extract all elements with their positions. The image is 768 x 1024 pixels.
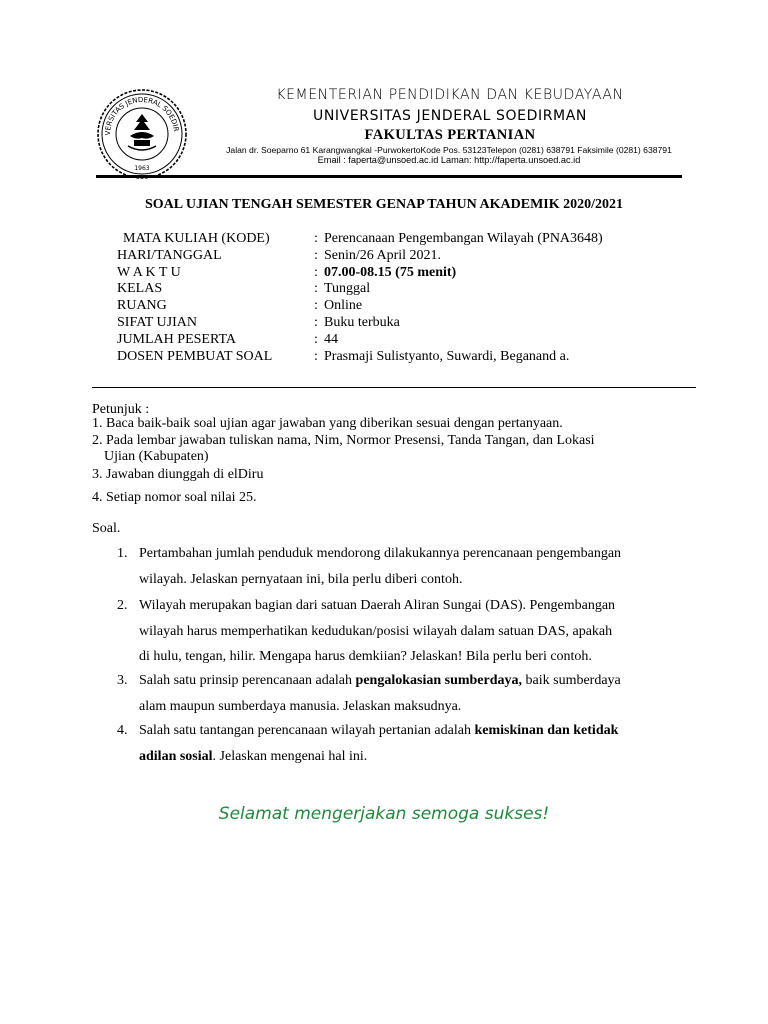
info-value: Prasmaji Sulistyanto, Suwardi, Beganand a. bbox=[324, 348, 570, 364]
question-text: di hulu, tengan, hilir. Mengapa harus demkiian? Jelaskan! Bila perlu beri contoh. bbox=[139, 649, 592, 664]
exam-title: SOAL UJIAN TENGAH SEMESTER GENAP TAHUN AKADEMIK 2020/2021 bbox=[144, 197, 624, 212]
question-emphasis: pengalokasian sumberdaya, bbox=[355, 673, 523, 688]
info-label: SIFAT UJIAN bbox=[117, 314, 197, 330]
questions-heading: Soal. bbox=[92, 521, 121, 536]
question-emphasis: kemiskinan dan ketidak bbox=[474, 723, 619, 738]
info-label: JUMLAH PESERTA bbox=[117, 331, 236, 347]
info-separator: : bbox=[314, 331, 318, 347]
question-number: 4. bbox=[117, 723, 128, 738]
closing-message: Selamat mengerjakan semoga sukses! bbox=[218, 804, 550, 824]
instruction-item: 2. Pada lembar jawaban tuliskan nama, Nim, Normor Presensi, Tanda Tangan, dan Lokasi bbox=[92, 433, 595, 448]
question-text-part: . Jelaskan mengenai hal ini. bbox=[212, 748, 368, 764]
info-label: MATA KULIAH (KODE) bbox=[123, 231, 270, 246]
question-text: wilayah harus memperhatikan kedudukan/posisi wilayah dalam satuan DAS, apakah bbox=[139, 623, 613, 639]
question-number: 3. bbox=[117, 673, 128, 688]
instructions-heading: Petunjuk : bbox=[92, 402, 150, 417]
question-text-part: baik sumberdaya bbox=[522, 673, 621, 688]
faculty-name: FAKULTAS PERTANIAN bbox=[364, 127, 536, 143]
question-text bbox=[139, 718, 684, 744]
question-text-part: Salah satu prinsip perencanaan adalah bbox=[139, 673, 356, 688]
info-separator: : bbox=[314, 298, 318, 314]
address-line: Jalan dr. Soeparno 61 Karangwangkal -PurwokertoKode Pos. 53123Telepon (0281) 638791 Faksimile (0281) 638791 bbox=[226, 145, 672, 155]
info-label: RUANG bbox=[117, 298, 167, 314]
question-text: alam maupun sumberdaya manusia. Jelaskan maksudnya. bbox=[139, 698, 462, 714]
ministry-name: KEMENTERIAN PENDIDIKAN DAN KEBUDAYAAN bbox=[276, 87, 624, 103]
info-value: Senin/26 April 2021. bbox=[324, 247, 442, 263]
email-line: Email : faperta@unsoed.ac.id Laman: http://faperta.unsoed.ac.id bbox=[317, 155, 581, 165]
info-label: W A K T U bbox=[117, 264, 181, 280]
info-value: Perencanaan Pengembangan Wilayah (PNA3648) bbox=[324, 231, 603, 246]
question-text-part: Salah satu tantangan perencanaan wilayah pertanian adalah bbox=[139, 723, 475, 738]
info-value: Buku terbuka bbox=[324, 314, 400, 330]
question-number: 1. bbox=[117, 546, 128, 561]
seal-text: VERSITAS JENDERAL SOEDIR bbox=[103, 95, 180, 136]
info-value: 07.00-08.15 (75 menit) bbox=[324, 264, 457, 280]
question-text bbox=[139, 744, 684, 770]
info-separator: : bbox=[314, 247, 318, 263]
info-separator: : bbox=[314, 231, 318, 246]
instruction-item-continued: Ujian (Kabupaten) bbox=[104, 449, 209, 464]
instruction-item: 3. Jawaban diunggah di elDiru bbox=[92, 467, 264, 482]
question-number: 2. bbox=[117, 598, 128, 613]
info-label: DOSEN PEMBUAT SOAL bbox=[117, 348, 273, 364]
question-text: Pertambahan jumlah penduduk mendorong dilakukannya perencanaan pengembangan bbox=[139, 546, 622, 561]
info-separator: : bbox=[314, 281, 318, 297]
info-label: KELAS bbox=[117, 281, 163, 297]
info-separator: : bbox=[314, 348, 318, 364]
university-seal bbox=[96, 88, 188, 180]
info-value: 44 bbox=[324, 331, 338, 347]
info-label: HARI/TANGGAL bbox=[117, 247, 222, 263]
question-text: Wilayah merupakan bagian dari satuan Daerah Aliran Sungai (DAS). Pengembangan bbox=[139, 598, 616, 613]
letterhead-divider bbox=[96, 175, 682, 178]
seal-year: 1963 bbox=[134, 165, 150, 172]
instruction-item: 1. Baca baik-baik soal ujian agar jawaban yang diberikan sesuai dengan pertanyaan. bbox=[92, 416, 563, 431]
university-name: UNIVERSITAS JENDERAL SOEDIRMAN bbox=[313, 108, 587, 124]
info-value: Tunggal bbox=[324, 281, 371, 297]
question-emphasis: adilan sosial bbox=[139, 748, 213, 764]
question-text: wilayah. Jelaskan pernyataan ini, bila perlu diberi contoh. bbox=[139, 571, 463, 587]
info-separator: : bbox=[314, 314, 318, 330]
question-text bbox=[139, 668, 684, 694]
info-value: Online bbox=[324, 298, 363, 314]
instruction-item: 4. Setiap nomor soal nilai 25. bbox=[92, 490, 257, 505]
section-divider bbox=[92, 387, 696, 388]
info-separator: : bbox=[314, 264, 318, 280]
